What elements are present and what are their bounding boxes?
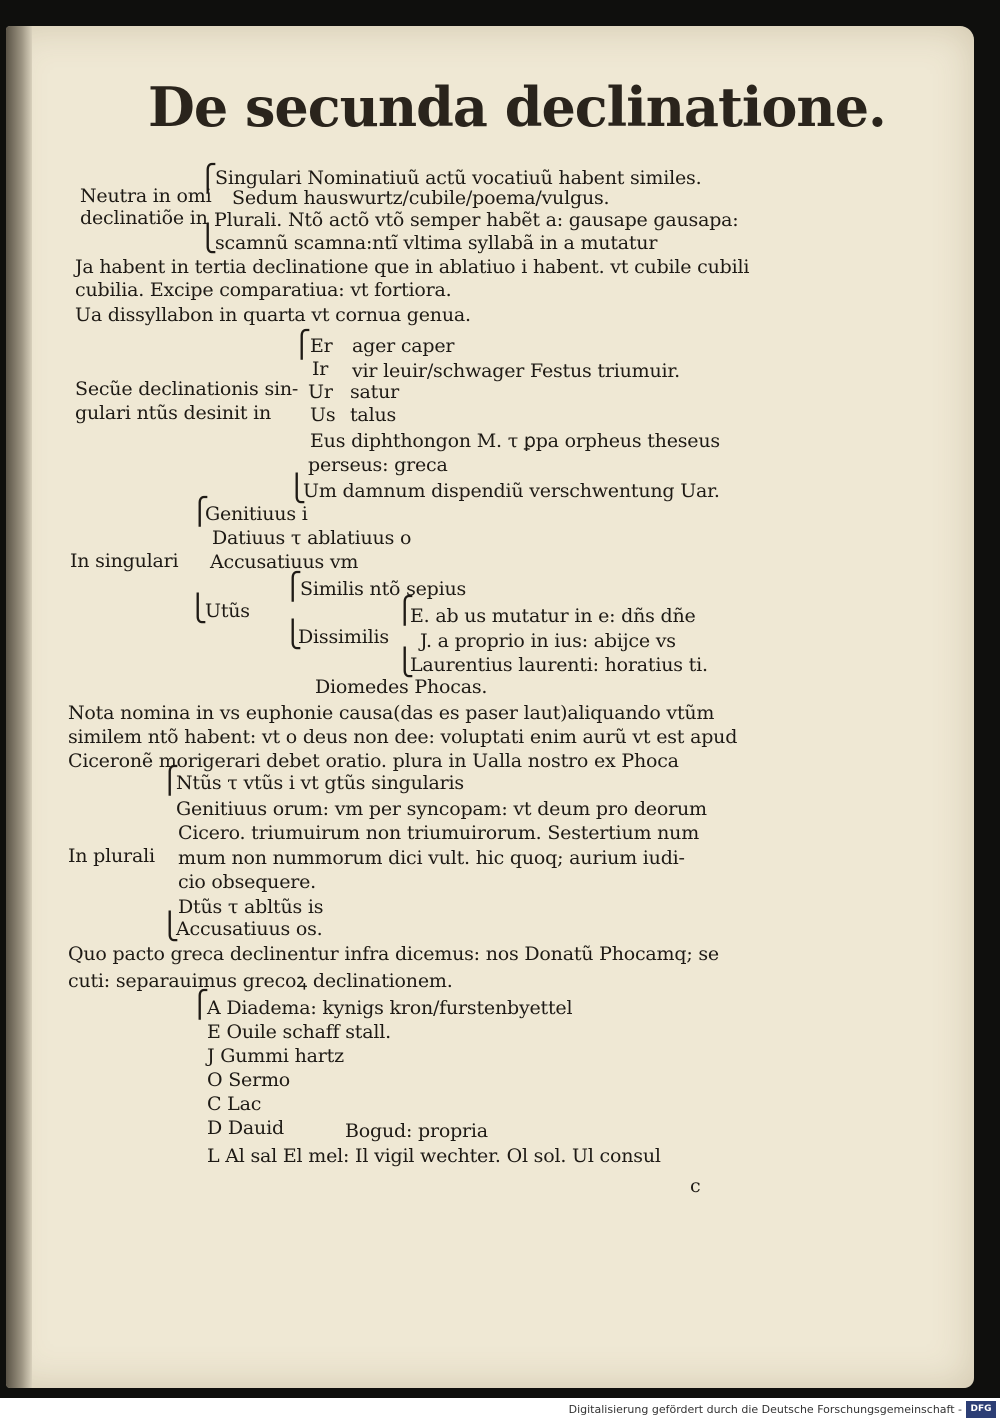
text-line: L Al sal El mel: Il vigil wechter. Ol sol. Ul consul	[207, 1145, 661, 1167]
text-line: scamnũ scamna:ntĩ vltima syllabã in a mutatur	[215, 232, 658, 254]
text-line: Us	[310, 404, 336, 426]
text-line: Er	[310, 335, 333, 357]
footer-credit: Digitalisierung gefördert durch die Deutsche Forschungsgemeinschaft -	[568, 1403, 962, 1416]
text-line: Ua dissyllabon in quarta vt cornua genua.	[75, 304, 471, 326]
text-line: cio obsequere.	[178, 871, 317, 893]
brace: ⎧	[283, 572, 303, 602]
text-line: Secũe declinationis sin-	[75, 378, 299, 400]
text-line: Singulari Nominatiuũ actũ vocatiuũ habent similes.	[215, 167, 702, 189]
text-line: talus	[350, 404, 397, 426]
brace: ⎩	[188, 594, 208, 624]
text-line: Eus diphthongon M. τ ꝑpa orpheus theseus	[310, 430, 720, 452]
text-line: Datiuus τ ablatiuus o	[212, 527, 412, 549]
text-line: Plurali. Ntõ actõ vtõ semper habẽt a: gausape gausapa:	[214, 209, 739, 231]
text-line: In singulari	[70, 550, 179, 572]
text-line: cubilia. Excipe comparatiua: vt fortiora.	[75, 279, 452, 301]
text-line: Cicero. triumuirum non triumuirorum. Sestertium num	[178, 822, 700, 844]
text-line: Laurentius laurenti: horatius ti.	[410, 654, 708, 676]
text-line: cuti: separauimus grecoꝝ declinationem.	[68, 970, 453, 992]
text-line: Ja habent in tertia declinatione que in ablatiuo i habent. vt cubile cubili	[75, 256, 750, 278]
text-line: declinatiõe in	[80, 207, 208, 229]
brace: ⎧	[395, 596, 415, 626]
brace: ⎧	[160, 766, 180, 796]
brace: ⎧	[190, 990, 210, 1020]
text-line: Genitiuus i	[205, 503, 308, 525]
text-line: Dissimilis	[298, 626, 389, 648]
page-title: De secunda declinatione.	[148, 75, 886, 139]
text-line: Sedum hauswurtz/cubile/poema/vulgus.	[232, 187, 610, 209]
text-line: J Gummi hartz	[207, 1045, 344, 1067]
text-line: Ntũs τ vtũs i vt gtũs singularis	[176, 772, 464, 794]
text-line: Um damnum dispendiũ verschwentung Uar.	[303, 480, 720, 502]
text-line: Accusatiuus vm	[210, 551, 359, 573]
page-gutter	[6, 26, 32, 1388]
text-line: O Sermo	[207, 1069, 291, 1091]
brace: ⎩	[395, 648, 415, 678]
text-line: D Dauid	[207, 1117, 284, 1139]
text-line: mum non nummorum dici vult. hic quoq; aurium iudi-	[178, 847, 685, 869]
signature-mark: c	[690, 1175, 701, 1197]
text-line: similem ntõ habent: vt o deus non dee: voluptati enim aurũ vt est apud	[68, 726, 738, 748]
text-line: A Diadema: kynigs kron/furstenbyettel	[207, 997, 573, 1019]
text-line: E. ab us mutatur in e: dñs dñe	[410, 605, 696, 627]
text-line: perseus: greca	[308, 454, 448, 476]
text-line: Ur	[308, 381, 333, 403]
text-line: Genitiuus orum: vm per syncopam: vt deum pro deorum	[176, 798, 707, 820]
text-line: In plurali	[68, 845, 155, 867]
dfg-logo: DFG	[966, 1401, 996, 1418]
text-line: Diomedes Phocas.	[315, 676, 488, 698]
text-line: Similis ntõ sepius	[300, 578, 467, 600]
brace: ⎧	[292, 330, 312, 360]
brace: ⎩	[287, 474, 307, 504]
text-line: Ir	[312, 358, 329, 380]
text-line: J. a proprio in ius: abijce vs	[420, 630, 676, 652]
brace: ⎩	[198, 224, 218, 254]
text-line: Quo pacto greca declinentur infra dicemus: nos Donatũ Phocamq; se	[68, 943, 719, 965]
brace: ⎧	[190, 497, 210, 527]
text-line: Neutra in omi	[80, 185, 212, 207]
text-line: Utũs	[205, 600, 250, 622]
text-line: C Lac	[207, 1093, 262, 1115]
text-line: Dtũs τ abltũs is	[178, 896, 324, 918]
text-line: Nota nomina in vs euphonie causa(das es paser laut)aliquando vtũm	[68, 702, 715, 724]
brace: ⎧	[198, 164, 218, 194]
text-line: Bogud: propria	[345, 1120, 488, 1142]
text-line: gulari ntũs desinit in	[75, 402, 272, 424]
text-line: satur	[350, 381, 400, 403]
text-line: vir leuir/schwager Festus triumuir.	[352, 360, 680, 382]
brace: ⎩	[283, 620, 303, 650]
text-line: ager caper	[352, 335, 455, 357]
brace: ⎩	[160, 912, 180, 942]
text-line: Ciceronẽ morigerari debet oratio. plura in Ualla nostro ex Phoca	[68, 750, 679, 772]
footer-bar	[0, 1398, 1000, 1423]
text-line: Accusatiuus os.	[176, 918, 323, 940]
text-line: E Ouile schaff stall.	[207, 1021, 391, 1043]
